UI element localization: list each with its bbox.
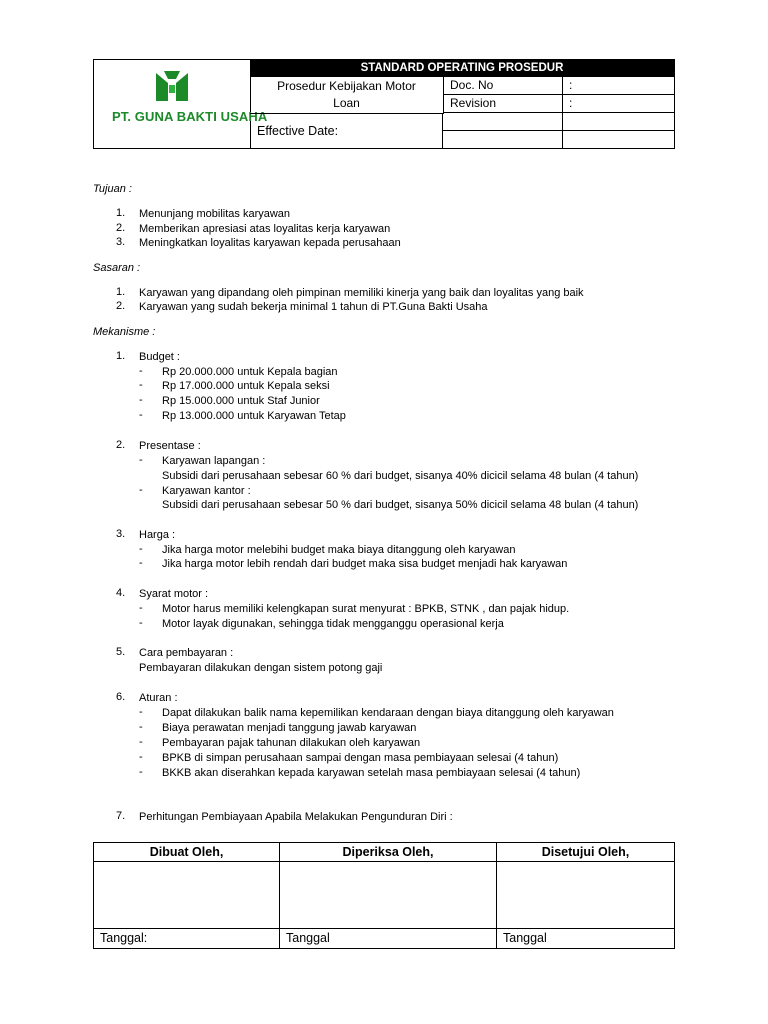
budget-title: Budget : [139, 351, 180, 363]
bullet-dash: - [139, 751, 143, 763]
aturan-item: BPKB di simpan perusahaan sampai dengan masa pembiayaan selesai (4 tahun) [162, 752, 559, 764]
doc-no-row [443, 77, 674, 95]
aturan-item: BKKB akan diserahkan kepada karyawan setelah masa pembiayaan selesai (4 tahun) [162, 767, 581, 779]
sop-header-table [93, 59, 675, 149]
bullet-dash: - [139, 484, 143, 496]
cell-divider [562, 95, 563, 112]
aturan-item: Dapat dilakukan balik nama kepemilikan kendaraan dengan biaya ditanggung oleh karyawan [162, 707, 614, 719]
list-number: 1. [116, 286, 126, 298]
mekanisme-heading: Mekanisme : [93, 326, 156, 338]
company-logo-cell [94, 60, 268, 148]
dibuat-date: Tanggal: [94, 928, 279, 948]
harga-item: Jika harga motor lebih rendah dari budget maka sisa budget menjadi hak karyawan [162, 558, 568, 570]
doc-no-label: Doc. No [450, 78, 494, 92]
presentase-lapangan-detail: Subsidi dari perusahaan sebesar 60 % dari budget, sisanya 40% dicicil selama 48 bulan (4 tahun) [162, 470, 639, 482]
bullet-dash: - [139, 617, 143, 629]
revision-label: Revision [450, 96, 497, 110]
procedure-title [250, 77, 444, 114]
presentase-kantor: Karyawan kantor : [162, 485, 251, 497]
bullet-dash: - [139, 766, 143, 778]
bullet-dash: - [139, 721, 143, 733]
empty-meta-row [443, 113, 674, 131]
perhitungan-title: Perhitungan Pembiayaan Apabila Melakukan Pengunduran Diri : [139, 811, 453, 823]
bullet-dash: - [139, 543, 143, 555]
sasaran-item: Karyawan yang dipandang oleh pimpinan memiliki kinerja yang baik dan loyalitas yang baik [139, 287, 584, 299]
cell-divider [562, 113, 563, 130]
aturan-item: Biaya perawatan menjadi tanggung jawab karyawan [162, 722, 417, 734]
cell-divider [562, 77, 563, 94]
tujuan-item: Meningkatkan loyalitas karyawan kepada perusahaan [139, 237, 401, 249]
disetujui-date: Tanggal [497, 928, 674, 948]
list-number: 1. [116, 350, 126, 362]
budget-item: Rp 17.000.000 untuk Kepala seksi [162, 380, 330, 392]
list-number: 3. [116, 236, 126, 248]
list-number: 1. [116, 207, 126, 219]
bullet-dash: - [139, 602, 143, 614]
effective-date-label: Effective Date: [250, 113, 443, 148]
diperiksa-header: Diperiksa Oleh, [280, 843, 496, 862]
bullet-dash: - [139, 365, 143, 377]
list-number: 2. [116, 439, 126, 451]
company-name: PT. GUNA BAKTI USAHA [112, 109, 268, 124]
doc-no-value: : [569, 78, 573, 92]
presentase-lapangan: Karyawan lapangan : [162, 455, 266, 467]
harga-title: Harga : [139, 529, 176, 541]
bullet-dash: - [139, 706, 143, 718]
budget-item: Rp 15.000.000 untuk Staf Junior [162, 395, 320, 407]
budget-item: Rp 20.000.000 untuk Kepala bagian [162, 366, 338, 378]
procedure-title-line1: Prosedur Kebijakan Motor [277, 79, 416, 93]
bullet-dash: - [139, 409, 143, 421]
cell-divider [562, 131, 563, 148]
tujuan-heading: Tujuan : [93, 183, 132, 195]
tujuan-item: Memberikan apresiasi atas loyalitas kerja karyawan [139, 223, 391, 235]
revision-value: : [569, 96, 573, 110]
bullet-dash: - [139, 394, 143, 406]
syarat-item: Motor harus memiliki kelengkapan surat menyurat : BPKB, STNK , dan pajak hidup. [162, 603, 570, 615]
signature-column-disetujui [497, 843, 674, 948]
list-number: 3. [116, 528, 126, 540]
bullet-dash: - [139, 736, 143, 748]
sasaran-item: Karyawan yang sudah bekerja minimal 1 tahun di PT.Guna Bakti Usaha [139, 301, 488, 313]
revision-row [443, 95, 674, 113]
list-number: 6. [116, 691, 126, 703]
tujuan-item: Menunjang mobilitas karyawan [139, 208, 291, 220]
syarat-item: Motor layak digunakan, sehingga tidak mengganggu operasional kerja [162, 618, 504, 630]
list-number: 2. [116, 222, 126, 234]
harga-item: Jika harga motor melebihi budget maka biaya ditanggung oleh karyawan [162, 544, 516, 556]
aturan-item: Pembayaran pajak tahunan dilakukan oleh karyawan [162, 737, 421, 749]
signature-table [93, 842, 675, 949]
bullet-dash: - [139, 557, 143, 569]
bullet-dash: - [139, 379, 143, 391]
list-number: 7. [116, 810, 126, 822]
aturan-title: Aturan : [139, 692, 178, 704]
syarat-title: Syarat motor : [139, 588, 209, 600]
cara-title: Cara pembayaran : [139, 647, 234, 659]
signature-column-dibuat [94, 843, 280, 948]
company-logo-icon [154, 69, 190, 105]
sop-title: STANDARD OPERATING PROSEDUR [250, 60, 674, 77]
procedure-title-line2: Loan [333, 96, 360, 110]
cara-detail: Pembayaran dilakukan dengan sistem potong gaji [139, 662, 383, 674]
bullet-dash: - [139, 454, 143, 466]
budget-item: Rp 13.000.000 untuk Karyawan Tetap [162, 410, 346, 422]
signature-column-diperiksa [280, 843, 497, 948]
disetujui-header: Disetujui Oleh, [497, 843, 674, 862]
list-number: 2. [116, 300, 126, 312]
presentase-title: Presentase : [139, 440, 201, 452]
list-number: 4. [116, 587, 126, 599]
presentase-kantor-detail: Subsidi dari perusahaan sebesar 50 % dari budget, sisanya 50% dicicil selama 48 bulan (4 tahun) [162, 499, 639, 511]
sasaran-heading: Sasaran : [93, 262, 141, 274]
diperiksa-date: Tanggal [280, 928, 496, 948]
list-number: 5. [116, 646, 126, 658]
empty-meta-row [443, 131, 674, 148]
dibuat-header: Dibuat Oleh, [94, 843, 279, 862]
